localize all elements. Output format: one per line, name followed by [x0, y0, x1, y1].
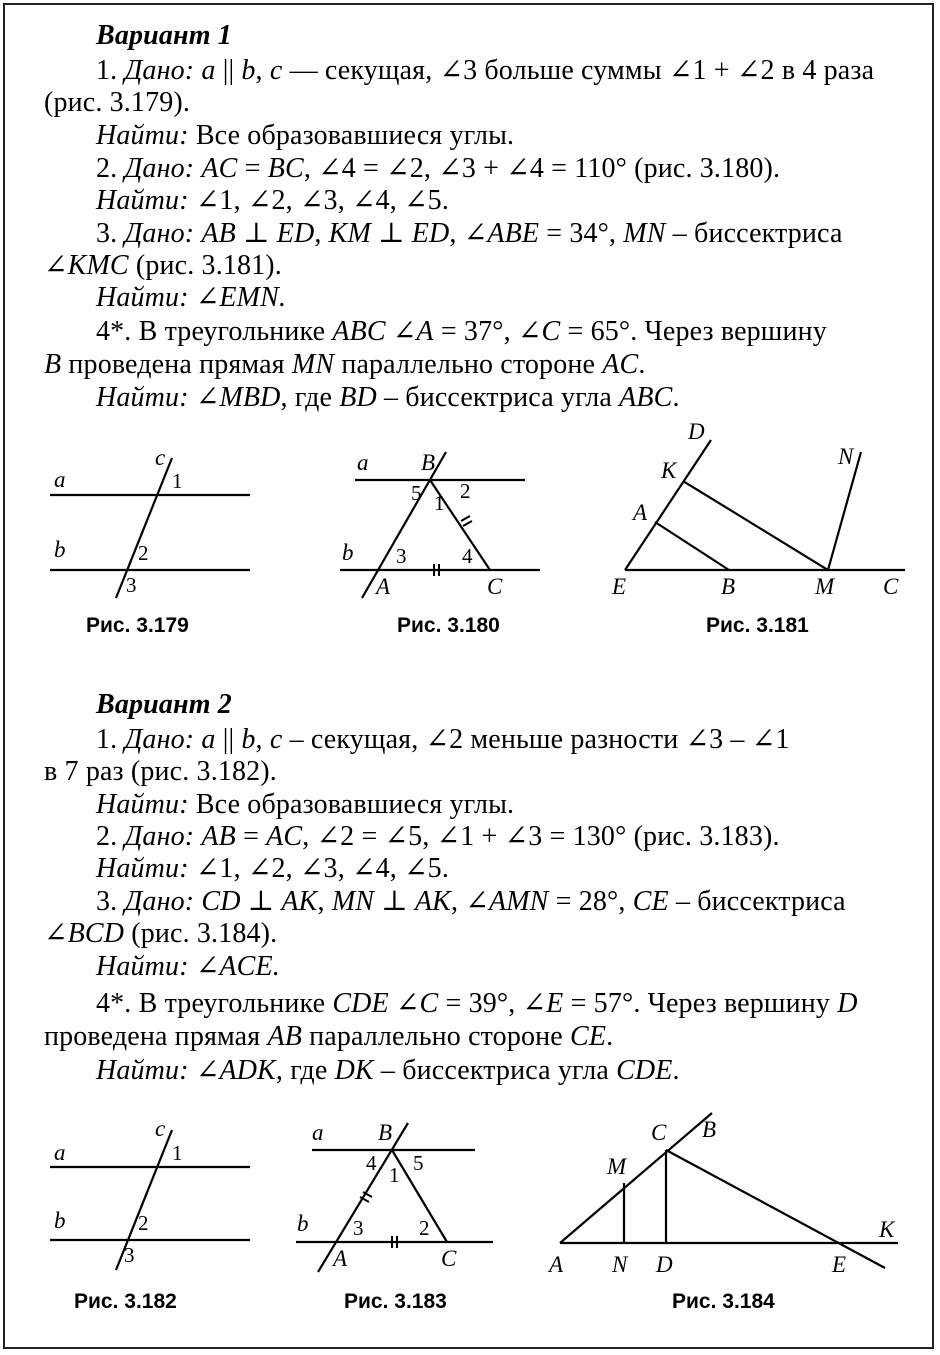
najti-label: Найти: [96, 789, 189, 820]
label-E: E [612, 574, 627, 599]
txt: (рис. 3.184). [124, 918, 278, 949]
seg: E [546, 988, 564, 1019]
task-text: – секущая, ∠2 меньше разности ∠3 – ∠1 [282, 724, 790, 755]
seg: MN [291, 349, 335, 380]
seg: CE [570, 1021, 607, 1052]
txt: = 57°. Через вершину [563, 988, 838, 1019]
txt: = 28°, [548, 886, 633, 917]
txt: = [237, 153, 268, 184]
seg: KMC [67, 250, 129, 281]
seg: CD [201, 886, 241, 917]
txt: ⊥ [370, 218, 412, 249]
txt: . [638, 349, 646, 380]
txt: В треугольнике [131, 988, 333, 1019]
caption-3-180: Рис. 3.180 [397, 614, 500, 637]
seg: CDE [616, 1055, 673, 1086]
parallel-sign: || [215, 724, 242, 755]
label-A: A [333, 1246, 348, 1271]
label-C: C [883, 574, 899, 599]
task-number: 3. [96, 886, 118, 917]
label-B: B [378, 1120, 393, 1145]
txt: В треугольнике [131, 316, 333, 347]
seg: MBD [219, 382, 281, 413]
txt: – биссектриса угла [376, 382, 620, 413]
txt: , ∠ [449, 218, 488, 249]
angle-2-label: 2 [138, 541, 149, 565]
txt: = [235, 821, 267, 852]
caption-3-181: Рис. 3.181 [706, 614, 809, 637]
txt: ∠ [385, 316, 417, 347]
caption-3-184: Рис. 3.184 [672, 1290, 775, 1313]
label-C: C [487, 574, 503, 599]
dano-label: Дано: [124, 153, 195, 184]
angle-4-label: 4 [366, 1151, 377, 1175]
label-a: a [54, 467, 66, 492]
txt: , где [275, 1055, 335, 1086]
txt: – биссектриса [665, 218, 843, 249]
txt: проведена прямая [61, 349, 292, 380]
txt: . [606, 1021, 614, 1052]
txt: (рис. 3.181). [128, 250, 282, 281]
seg: MN [623, 218, 666, 249]
angle-3-label: 3 [353, 1216, 364, 1240]
seg: AK [414, 886, 452, 917]
txt: ⊥ [374, 886, 415, 917]
label-b: b [342, 540, 354, 565]
najti-label: Найти: [96, 185, 189, 216]
seg: CE [632, 886, 669, 917]
angle-3-label: 3 [124, 1243, 135, 1267]
sep: , [255, 55, 270, 86]
label-A: A [549, 1252, 564, 1277]
seg: AC [201, 153, 238, 184]
najti-label: Найти: [96, 120, 189, 151]
seg: C [419, 988, 439, 1019]
label-K: K [879, 1217, 895, 1242]
seg: BD [339, 382, 377, 413]
seg: D [837, 988, 858, 1019]
najti-label: Найти: [96, 282, 189, 313]
angle-3-label: 3 [126, 573, 137, 597]
seg: ADK [219, 1055, 276, 1086]
task-number: 2. [96, 821, 118, 852]
txt: – биссектриса угла [373, 1055, 617, 1086]
label-a: a [54, 1140, 66, 1165]
caption-3-179: Рис. 3.179 [86, 614, 189, 637]
seg: ABE [487, 218, 540, 249]
txt: – биссектриса [668, 886, 846, 917]
bisector-CE [666, 1150, 885, 1268]
caption-3-182: Рис. 3.182 [74, 1290, 177, 1313]
find-text: Все образовавшиеся углы. [188, 789, 515, 820]
txt: , ∠4 = ∠2, ∠3 + ∠4 = 110° (рис. 3.180). [303, 153, 781, 184]
label-b: b [54, 1208, 66, 1233]
seg: AC [266, 821, 303, 852]
angle-1-label: 1 [172, 1141, 183, 1165]
seg: BCD [67, 918, 125, 949]
task-number: 1. [96, 724, 118, 755]
label-A: A [633, 500, 648, 525]
ray-AB [560, 1113, 712, 1243]
label-b: b [297, 1211, 309, 1236]
dano-label: Дано: [124, 886, 195, 917]
label-c: c [155, 1116, 166, 1141]
seg: BC [267, 153, 304, 184]
angle-1-label: 1 [434, 491, 445, 515]
find-text: ∠1, ∠2, ∠3, ∠4, ∠5. [188, 853, 449, 884]
label-a: a [357, 450, 369, 475]
txt: = 65°. Через вершину [560, 316, 827, 347]
dano-label: Дано: [124, 821, 195, 852]
label-C: C [651, 1120, 667, 1145]
find-text: Все образовавшиеся углы. [188, 120, 515, 151]
seg: ED [276, 218, 315, 249]
txt: = 34°, [539, 218, 624, 249]
angle-2-label: 2 [460, 479, 471, 503]
task-number: 3. [96, 218, 118, 249]
var-a: a [201, 724, 216, 755]
txt: ∠ [44, 918, 68, 949]
parallel-sign: || [215, 55, 242, 86]
v1-task1-line2: (рис. 3.179). [44, 87, 191, 118]
txt: ⊥ [235, 218, 277, 249]
label-E: E [832, 1252, 847, 1277]
dano-label: Дано: [124, 218, 195, 249]
txt: , где [280, 382, 340, 413]
seg: AB [267, 1021, 302, 1052]
label-K: K [661, 458, 677, 483]
dano-label: Дано: [124, 55, 195, 86]
txt: , [317, 886, 332, 917]
task-number: 4*. [96, 988, 132, 1019]
label-b: b [54, 537, 66, 562]
sep: , [255, 724, 270, 755]
seg: A [416, 316, 434, 347]
angle-2-label: 2 [419, 1216, 430, 1240]
angle-1-label: 1 [389, 1163, 400, 1187]
variant2-title: Вариант 2 [96, 689, 232, 720]
seg: AB [201, 821, 236, 852]
angle-2-label: 2 [138, 1211, 149, 1235]
task-number: 2. [96, 153, 118, 184]
seg: MN [331, 886, 375, 917]
caption-3-183: Рис. 3.183 [344, 1290, 447, 1313]
seg: AB [201, 218, 236, 249]
label-M: M [815, 574, 835, 599]
seg: KM [328, 218, 371, 249]
txt: ∠ [188, 382, 220, 413]
txt: = 37°, ∠ [433, 316, 542, 347]
label-a: a [312, 1120, 324, 1145]
txt: , ∠2 = ∠5, ∠1 + ∠3 = 130° (рис. 3.183). [302, 821, 780, 852]
find-text: ∠1, ∠2, ∠3, ∠4, ∠5. [188, 185, 449, 216]
label-B: B [721, 574, 736, 599]
seg: ED [411, 218, 450, 249]
angle-5-label: 5 [413, 1151, 424, 1175]
label-N: N [838, 444, 854, 469]
label-D: D [656, 1252, 673, 1277]
seg: CDE [332, 988, 389, 1019]
angle-1-label: 1 [172, 469, 183, 493]
label-C: C [441, 1246, 457, 1271]
seg: ABC [619, 382, 673, 413]
txt: . [672, 382, 680, 413]
txt: ∠ [44, 250, 68, 281]
seg: B [44, 349, 62, 380]
angle-5-label: 5 [411, 481, 422, 505]
txt: = 39°, ∠ [438, 988, 547, 1019]
seg: C [541, 316, 561, 347]
najti-label: Найти: [96, 853, 189, 884]
label-N: N [612, 1252, 628, 1277]
angle-4-label: 4 [462, 544, 473, 568]
txt: , [314, 218, 329, 249]
label-c: c [155, 445, 166, 470]
label-M: M [607, 1154, 627, 1179]
dano-label: Дано: [124, 724, 195, 755]
var-c: c [269, 724, 283, 755]
txt: ∠ [388, 988, 420, 1019]
task-text: — секущая, ∠3 больше суммы ∠1 + ∠2 в 4 раза [282, 55, 875, 86]
find-text: ∠EMN. [188, 282, 287, 313]
txt: . [672, 1055, 680, 1086]
seg: AC [602, 349, 639, 380]
v2-task1-line2: в 7 раз (рис. 3.182). [44, 756, 277, 787]
txt: , ∠ [451, 886, 489, 917]
najti-label: Найти: [96, 382, 189, 413]
angle-3-label: 3 [396, 544, 407, 568]
find-text: ∠ACE. [188, 951, 280, 982]
seg: DK [334, 1055, 374, 1086]
najti-label: Найти: [96, 951, 189, 982]
label-B: B [702, 1117, 717, 1142]
label-A: A [376, 574, 391, 599]
seg: AMN [488, 886, 549, 917]
txt: проведена прямая [44, 1021, 268, 1052]
txt: параллельно стороне [301, 1021, 570, 1052]
txt: ⊥ [240, 886, 282, 917]
var-a: a [201, 55, 216, 86]
var-b: b [241, 724, 256, 755]
task-number: 1. [96, 55, 118, 86]
txt: параллельно стороне [334, 349, 603, 380]
var-c: c [269, 55, 283, 86]
variant1-title: Вариант 1 [96, 20, 232, 51]
label-B: B [421, 450, 436, 475]
task-number: 4*. [96, 316, 132, 347]
label-D: D [688, 419, 705, 444]
txt: ∠ [188, 1055, 220, 1086]
seg: ABC [332, 316, 386, 347]
seg: AK [281, 886, 318, 917]
najti-label: Найти: [96, 1055, 189, 1086]
var-b: b [241, 55, 256, 86]
